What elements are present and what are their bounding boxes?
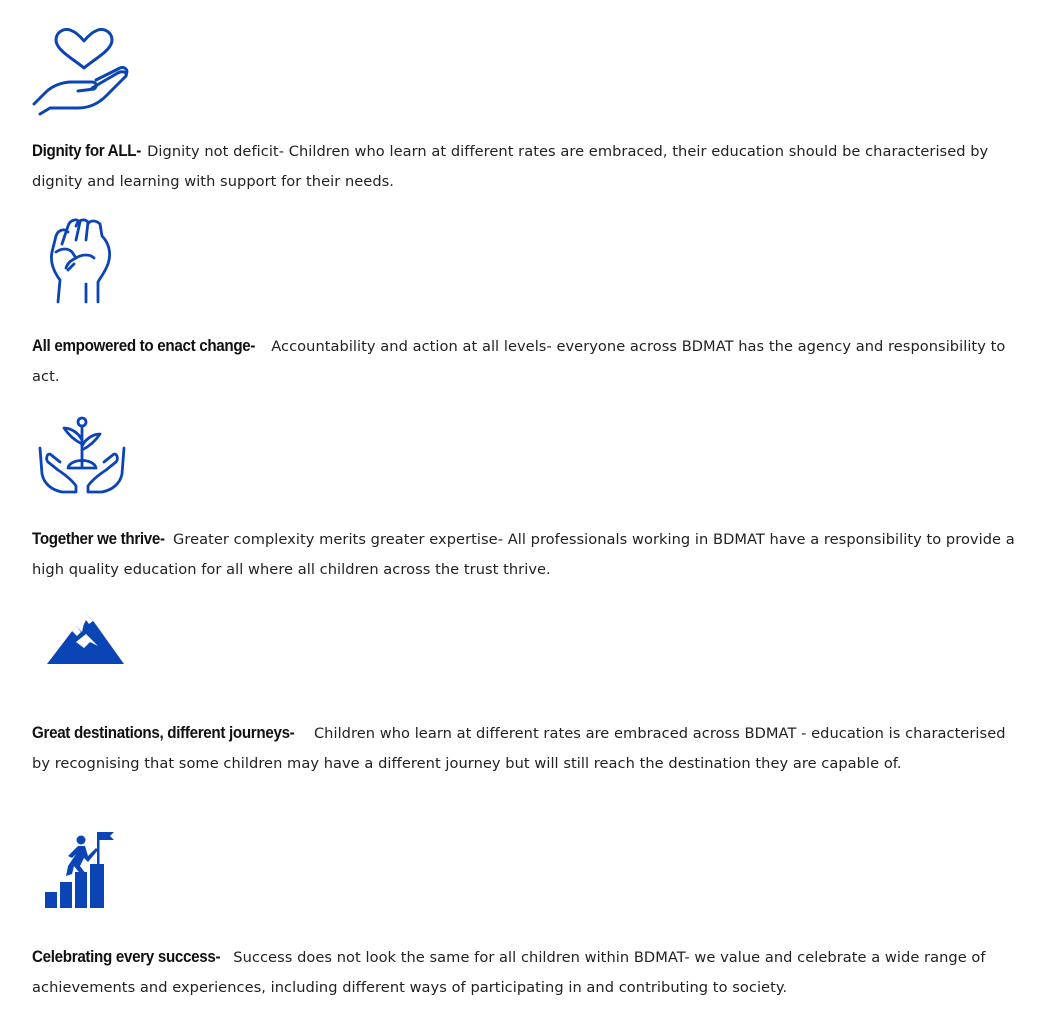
value-description: Children who learn at different rates are embraced across BDMAT - education is characterised by recognising that some children may have a different journey but will still reach the destination they are capable of. <box>32 725 1006 772</box>
heart-in-hand-icon <box>32 28 132 118</box>
value-heading: Celebrating every success- <box>32 948 221 966</box>
value-description: Dignity not deficit- Children who learn at different rates are embraced, their education should be characterised by dignity and learning with support for their needs. <box>32 143 989 190</box>
plant-in-hands-icon <box>38 414 126 496</box>
value-description: Greater complexity merits greater expertise- All professionals working in BDMAT have a responsibility to provide a high quality education for all where all children across the trust thrive. <box>32 531 1015 578</box>
raised-fist-icon <box>46 214 118 306</box>
climbing-steps-flag-icon <box>44 826 120 910</box>
value-heading: Great destinations, different journeys- <box>32 724 295 742</box>
mountain-icon <box>46 612 124 666</box>
value-heading: Together we thrive- <box>32 530 165 548</box>
value-description: Accountability and action at all levels- everyone across BDMAT has the agency and responsibility to act. <box>32 338 1006 385</box>
value-description: Success does not look the same for all children within BDMAT- we value and celebrate a wide range of achievements and experiences, including different ways of participating in and contributing to society. <box>32 949 986 996</box>
value-heading: All empowered to enact change- <box>32 337 256 355</box>
value-heading: Dignity for ALL- <box>32 142 141 160</box>
